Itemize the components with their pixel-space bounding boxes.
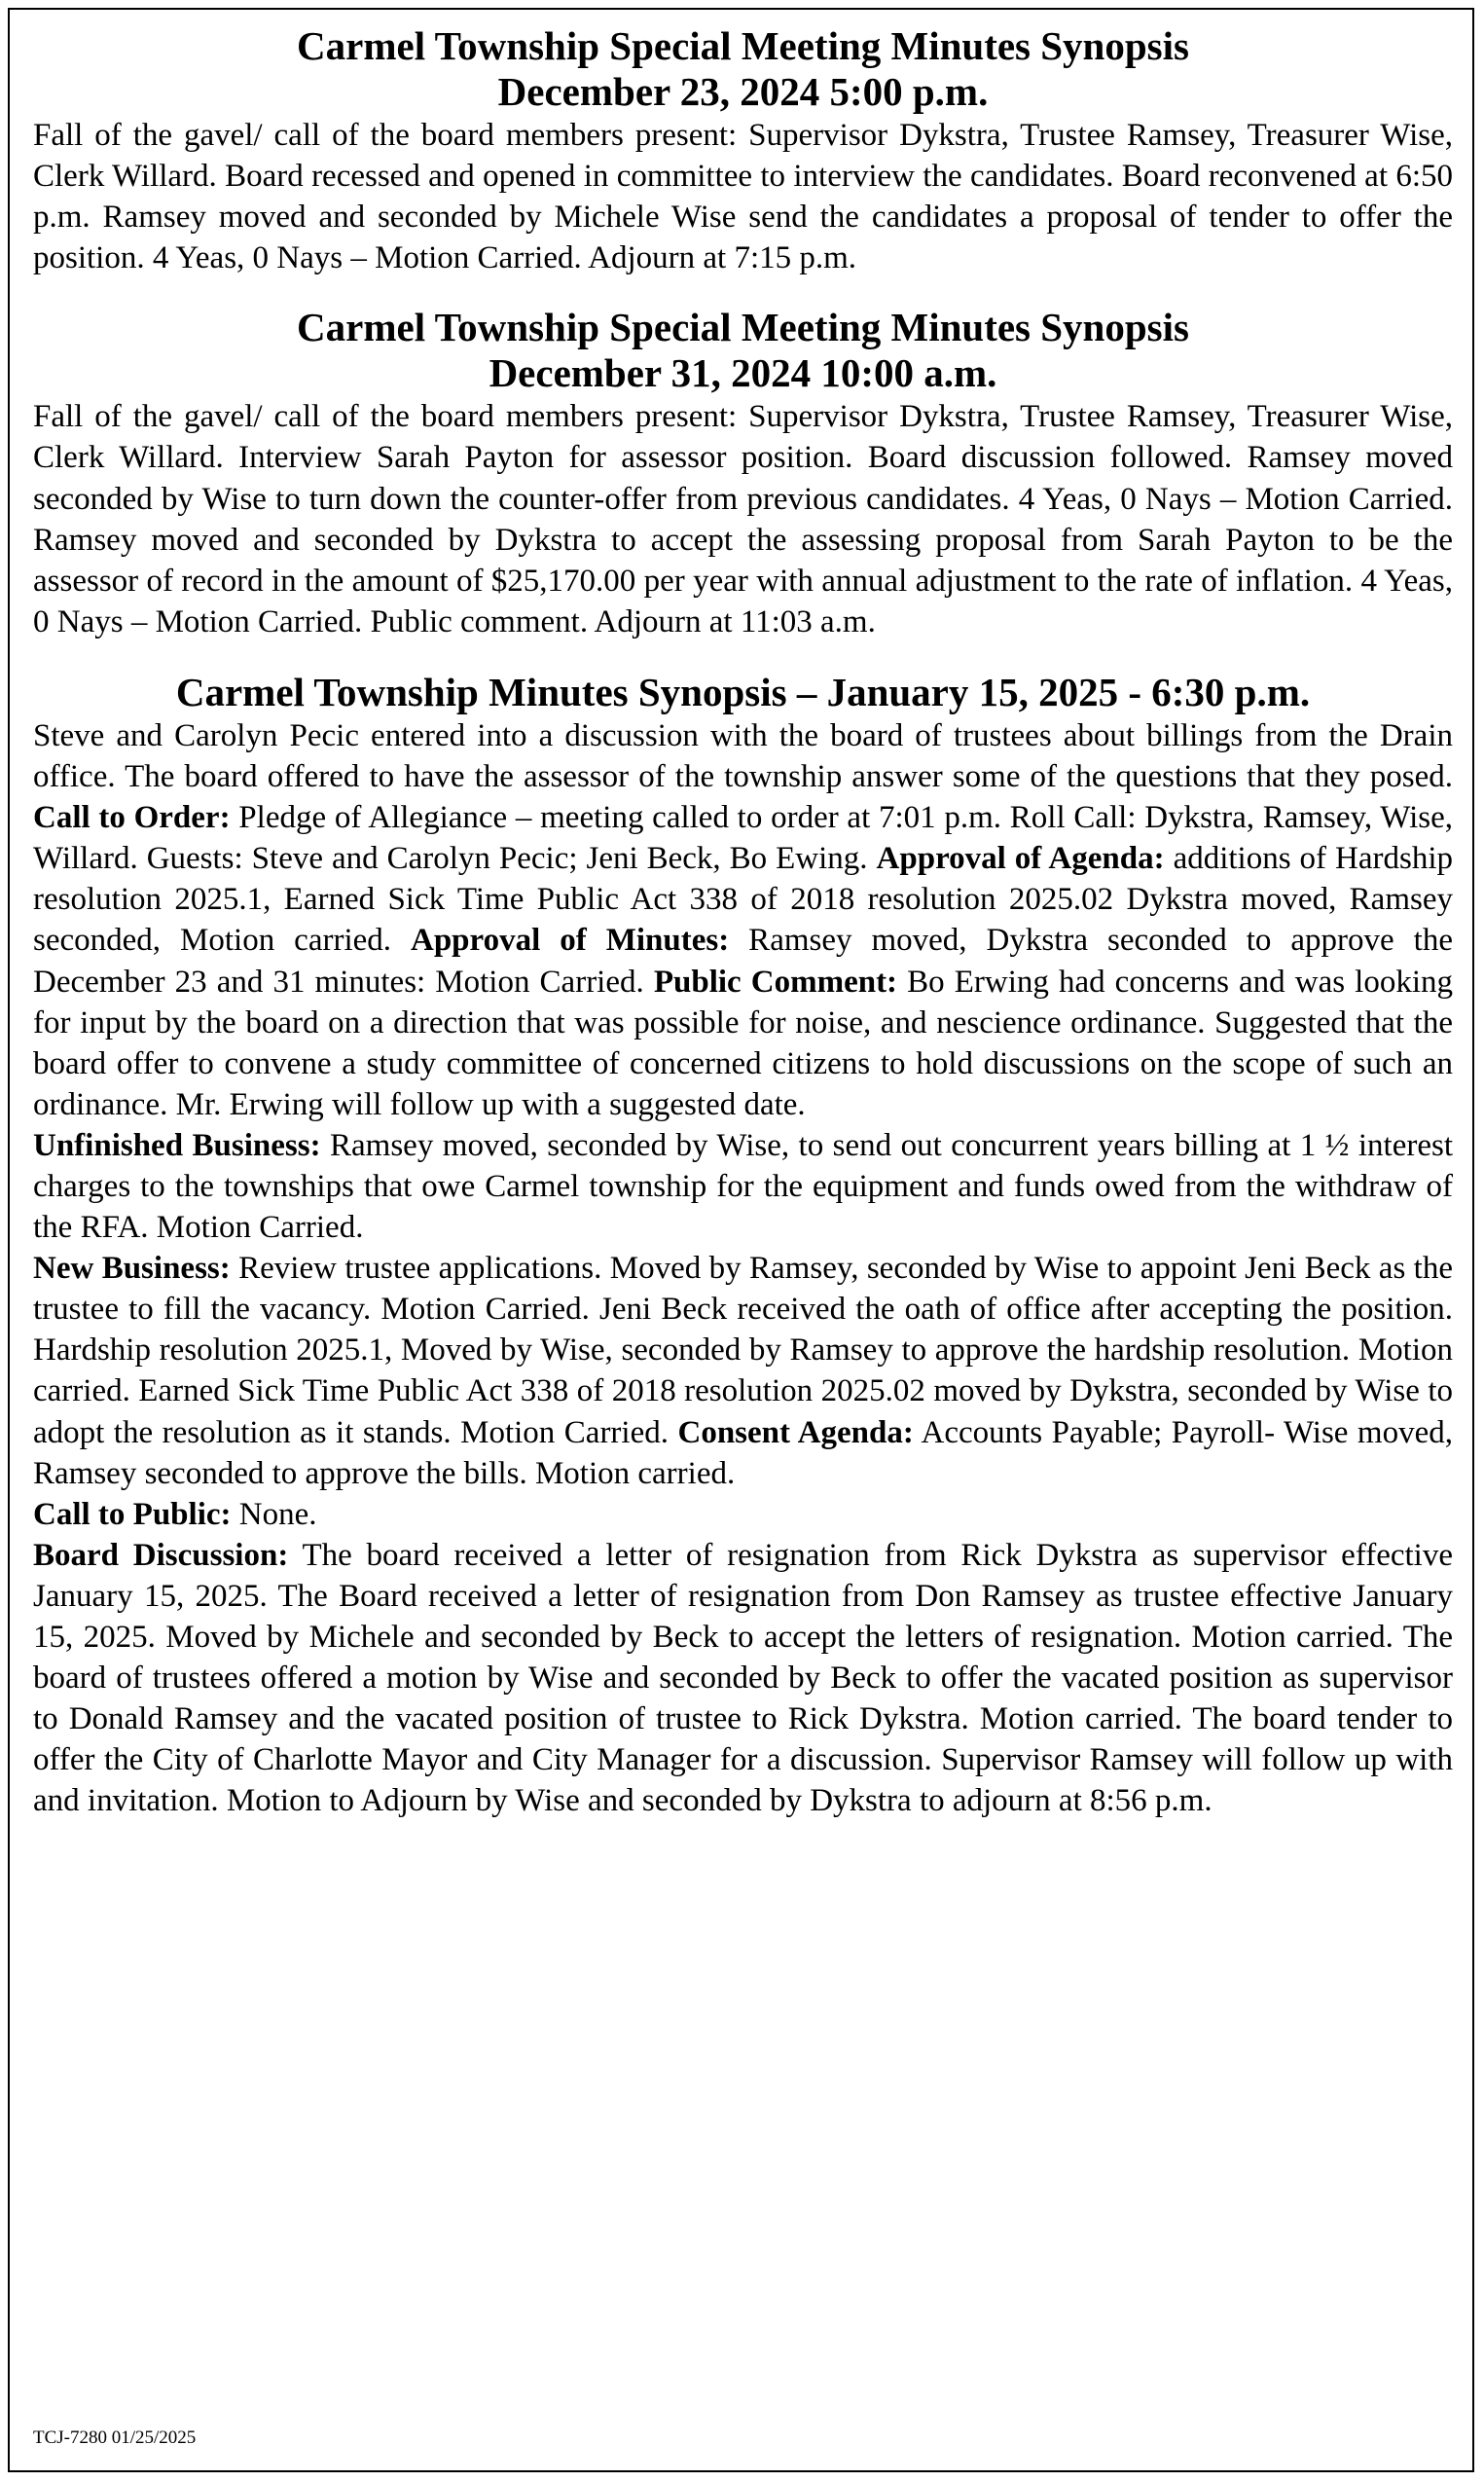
section-jan-15 [33,670,1453,1822]
paragraph-new-business: New Business: Review trustee applications. Moved by Ramsey, seconded by Wise to appoint Jeni Beck as the trustee to fill the vacancy. Motion Carried. Jeni Beck received the oath of office after accepting the position. Hardship resolution 2025.1, Moved by Wise, seconded by Ramsey to approve the hardship resolution. Motion carried. Earned Sick Time Public Act 338 of 2018 resolution 2025.02 moved by Dykstra, seconded by Wise to adopt the resolution as it stands. Motion Carried. Consent Agenda: Accounts Payable; Payroll- Wise moved, Ramsey seconded to approve the bills. Motion carried. [33,1251,1453,1491]
publication-code: TCJ-7280 01/25/2025 [33,2427,197,2448]
section-body: Fall of the gavel/ call of the board members present: Supervisor Dykstra, Trustee Ramsey, Treasurer Wise, Clerk Willard. Interview Sarah Payton for assessor position. Board discussion followed. Ramsey moved seconded by Wise to turn down the counter-offer from previous candidates. 4 Yeas, 0 Nays – Motion Carried. Ramsey moved and seconded by Dykstra to accept the assessing proposal from Sarah Payton to be the assessor of record in the amount of $25,170.00 per year with annual adjustment to the rate of inflation. 4 Yeas, 0 Nays – Motion Carried. Public comment. Adjourn at 11:03 a.m. [33,399,1453,639]
paragraph-intro: Steve and Carolyn Pecic entered into a discussion with the board of trustees about billings from the Drain office. The board offered to have the assessor of the township answer some of the questions that they posed. Call to Order: Pledge of Allegiance – meeting called to order at 7:01 p.m. Roll Call: Dykstra, Ramsey, Wise, Willard. Guests: Steve and Carolyn Pecic; Jeni Beck, Bo Ewing. Approval of Agenda: additions of Hardship resolution 2025.1, Earned Sick Time Public Act 338 of 2018 resolution 2025.02 Dykstra moved, Ramsey seconded, Motion carried. Approval of Minutes: Ramsey moved, Dykstra seconded to approve the December 23 and 31 minutes: Motion Carried. Public Comment: Bo Erwing had concerns and was looking for input by the board on a direction that was possible for noise, and nescience ordinance. Suggested that the board offer to convene a study committee of concerned citizens to hold discussions on the scope of such an ordinance. Mr. Erwing will follow up with a suggested date. [33,717,1454,1122]
legal-notice [8,8,1474,2472]
section-body: Fall of the gavel/ call of the board members present: Supervisor Dykstra, Trustee Ramsey, Treasurer Wise, Clerk Willard. Board recessed and opened in committee to interview the candidates. Board reconvened at 6:50 p.m. Ramsey moved and seconded by Michele Wise send the candidates a proposal of tender to offer the position. 4 Yeas, 0 Nays – Motion Carried. Adjourn at 7:15 p.m. [33,118,1453,276]
section-dec-23 [33,23,1453,278]
label-board-discussion: Board Discussion: [33,1537,289,1573]
label-consent-agenda: Consent Agenda: [677,1414,914,1450]
section-title: Carmel Township Minutes Synopsis – January 15, 2025 - 6:30 p.m. [175,669,1311,714]
label-public-comment: Public Comment: [653,964,898,1000]
label-call-to-public: Call to Public: [33,1496,232,1532]
paragraph-call-to-public: Call to Public: None. [33,1496,317,1532]
label-new-business: New Business: [33,1251,231,1287]
paragraph-unfinished-business: Unfinished Business: Ramsey moved, seconded by Wise, to send out concurrent years billing at 1 ½ interest charges to the townships that owe Carmel township for the equipment and funds owed from the withdraw of the RFA. Motion Carried. [33,1127,1453,1246]
paragraph-board-discussion: Board Discussion: The board received a letter of resignation from Rick Dykstra as supervisor effective January 15, 2025. The Board received a letter of resignation from Don Ramsey as trustee effective January 15, 2025. Moved by Michele and seconded by Beck to accept the letters of resignation. Motion carried. The board of trustees offered a motion by Wise and seconded by Beck to offer the vacated position as supervisor to Donald Ramsey and the vacated position of trustee to Rick Dykstra. Motion carried. The board tender to offer the City of Charlotte Mayor and City Manager for a discussion. Supervisor Ramsey will follow up with and invitation. Motion to Adjourn by Wise and seconded by Dykstra to adjourn at 8:56 p.m. [33,1537,1453,1819]
label-approval-of-minutes: Approval of Minutes: [411,923,730,959]
section-title: Carmel Township Special Meeting Minutes Synopsis December 31, 2024 10:00 a.m. [297,305,1189,396]
section-title: Carmel Township Special Meeting Minutes Synopsis December 23, 2024 5:00 p.m. [297,23,1189,114]
section-dec-31 [33,305,1453,642]
label-approval-of-agenda: Approval of Agenda: [876,841,1165,877]
label-call-to-order: Call to Order: [33,800,231,836]
label-unfinished-business: Unfinished Business: [33,1127,321,1163]
notice-content [10,10,1472,1821]
